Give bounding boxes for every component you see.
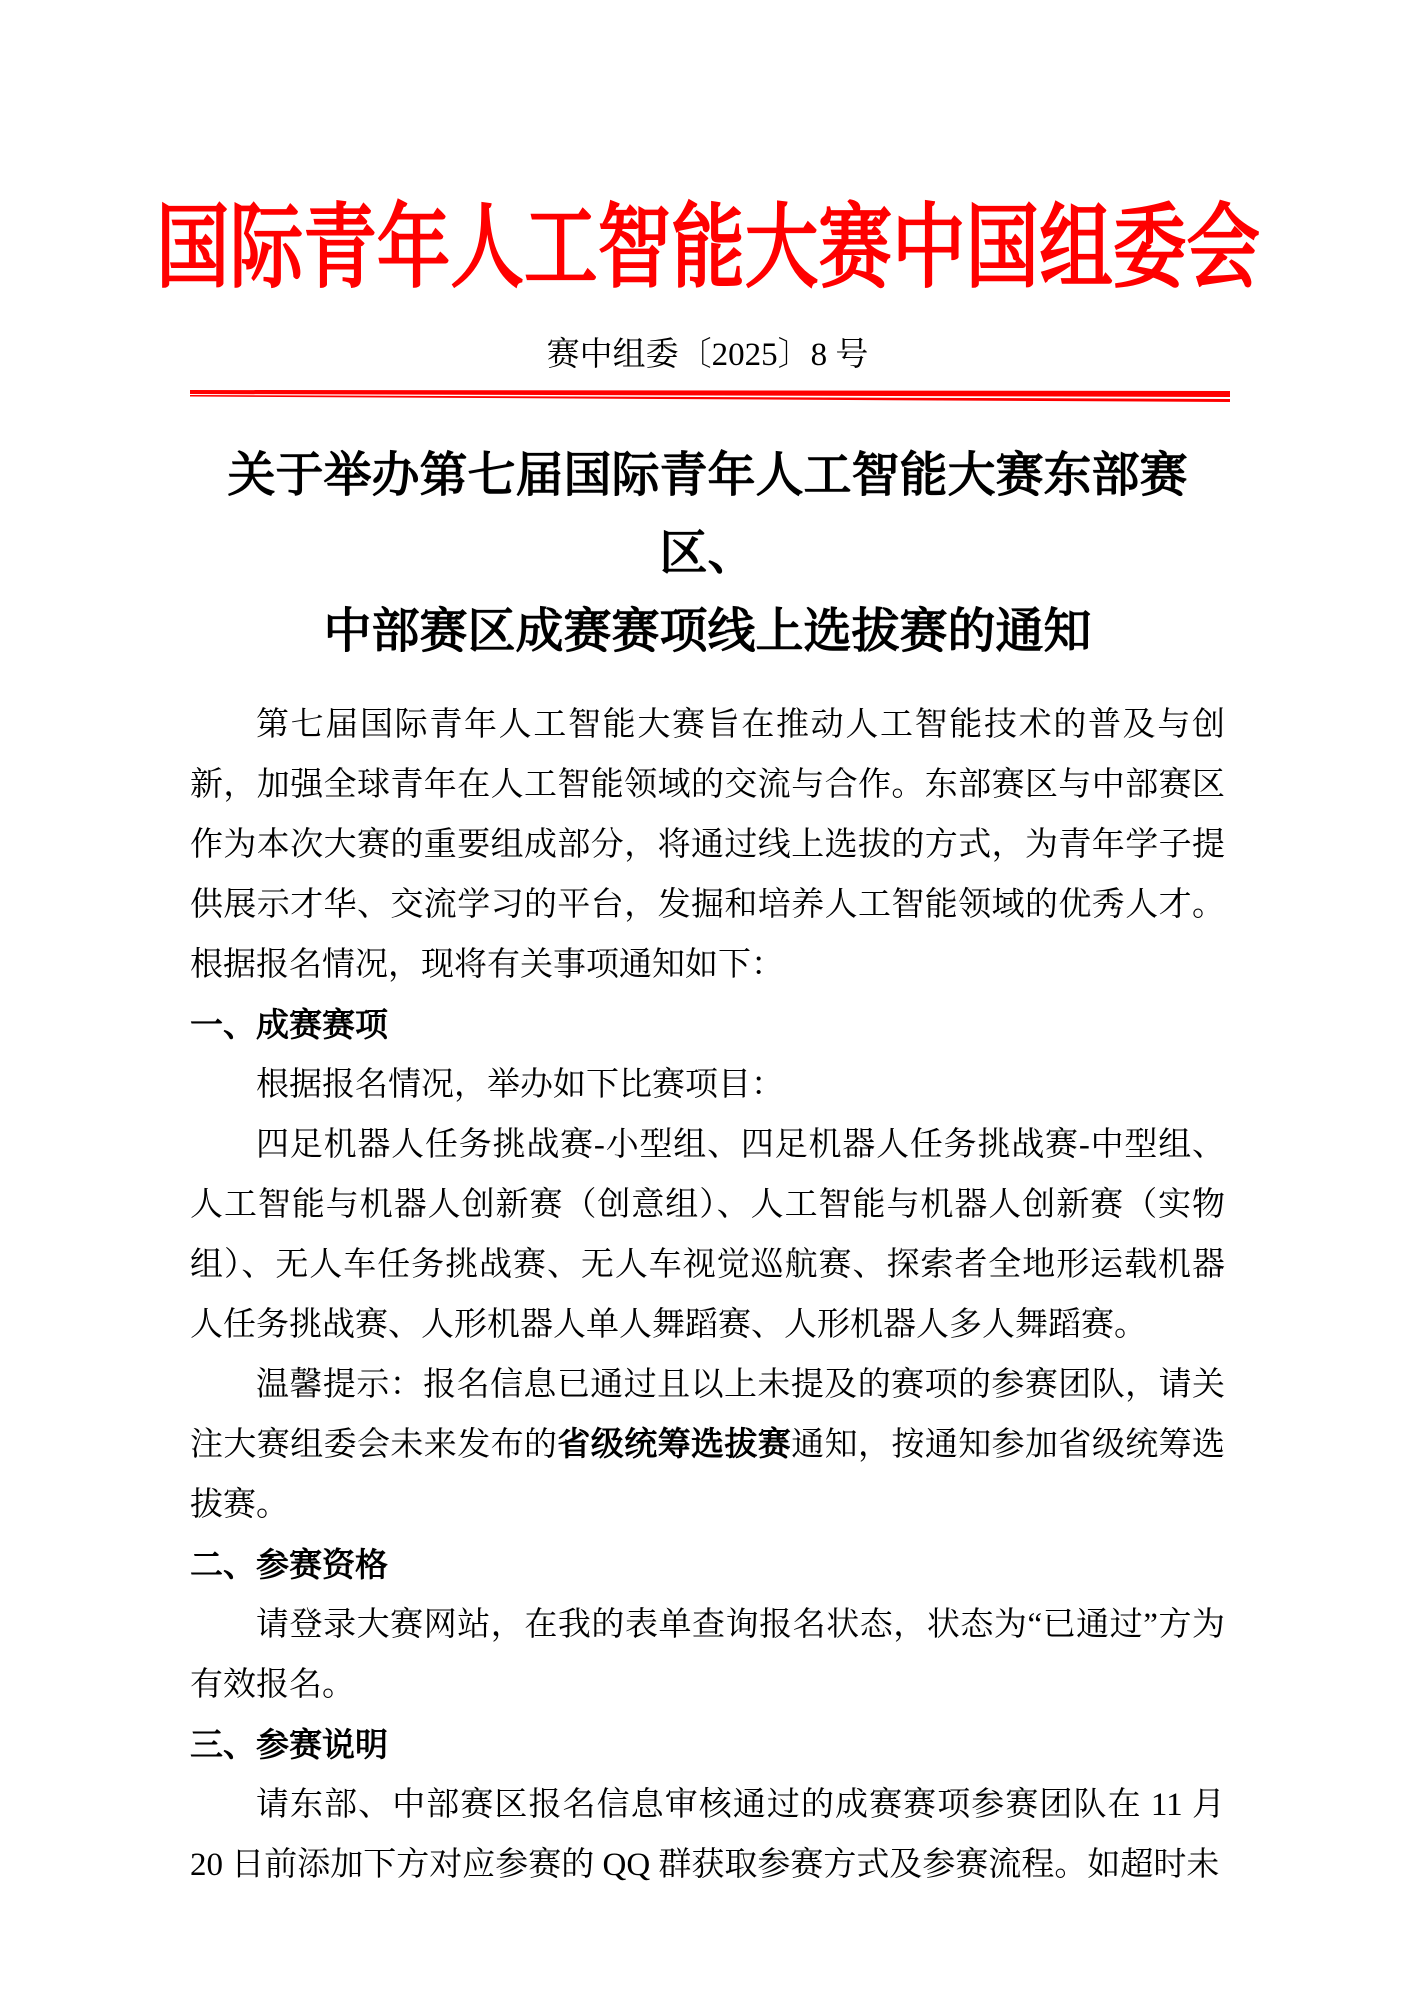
notice-title-line2: 中部赛区成赛赛项线上选拔赛的通知 <box>323 604 1092 658</box>
section2-paragraph: 请登录大赛网站，在我的表单查询报名状态，状态为“已通过”方为有效报名。 <box>190 1606 1225 1703</box>
red-divider-rule <box>190 389 1230 403</box>
intro-paragraph: 第七届国际青年人工智能大赛旨在推动人工智能技术的普及与创新，加强全球青年在人工智能领域的交流与合作。东部赛区与中部赛区作为本次大赛的重要组成部分，将通过线上选拔的方式，为青年学子提供展示才华、交流学习的平台，发掘和培养人工智能领域的优秀人才。根据报名情况，现将有关事项通知如下： <box>190 706 1225 983</box>
section3-heading: 三、参赛说明 <box>190 1725 388 1763</box>
section1-heading: 一、成赛赛项 <box>190 1005 388 1043</box>
section1-lead-paragraph: 根据报名情况，举办如下比赛项目： <box>256 1066 784 1103</box>
tip-text-prefix: 温馨提示：报名信息已通过且以上未提及的赛项的参赛团队，请关注大赛组委会未来发布的 <box>190 1366 1225 1463</box>
section1-events-paragraph: 四足机器人任务挑战赛-小型组、四足机器人任务挑战赛-中型组、人工智能与机器人创新赛（创意组）、人工智能与机器人创新赛（实物组）、无人车任务挑战赛、无人车视觉巡航赛、探索者全地形运载机器人任务挑战赛、人形机器人单人舞蹈赛、人形机器人多人舞蹈赛。 <box>190 1126 1225 1343</box>
document-body <box>190 695 1225 1895</box>
org-title: 国际青年人工智能大赛中国组委会 <box>155 197 1260 299</box>
notice-title <box>190 437 1225 671</box>
notice-title-line1: 关于举办第七届国际青年人工智能大赛东部赛区、 <box>227 448 1188 580</box>
doc-number: 赛中组委〔2025〕8 号 <box>546 336 869 373</box>
tip-text-emphasis: 省级统筹选拔赛 <box>557 1426 792 1463</box>
section1-tip-paragraph <box>190 1355 1225 1535</box>
section3-paragraph: 请东部、中部赛区报名信息审核通过的成赛赛项参赛团队在 11 月 20 日前添加下方对应参赛的 QQ 群获取参赛方式及参赛流程。如超时未 <box>190 1786 1225 1883</box>
letterhead <box>155 197 1260 299</box>
section2-heading: 二、参赛资格 <box>190 1545 388 1583</box>
tip-text-suffix: 通知，按通知参加省级统筹选拔赛。 <box>190 1426 1226 1523</box>
red-divider-line-icon <box>190 389 1230 403</box>
